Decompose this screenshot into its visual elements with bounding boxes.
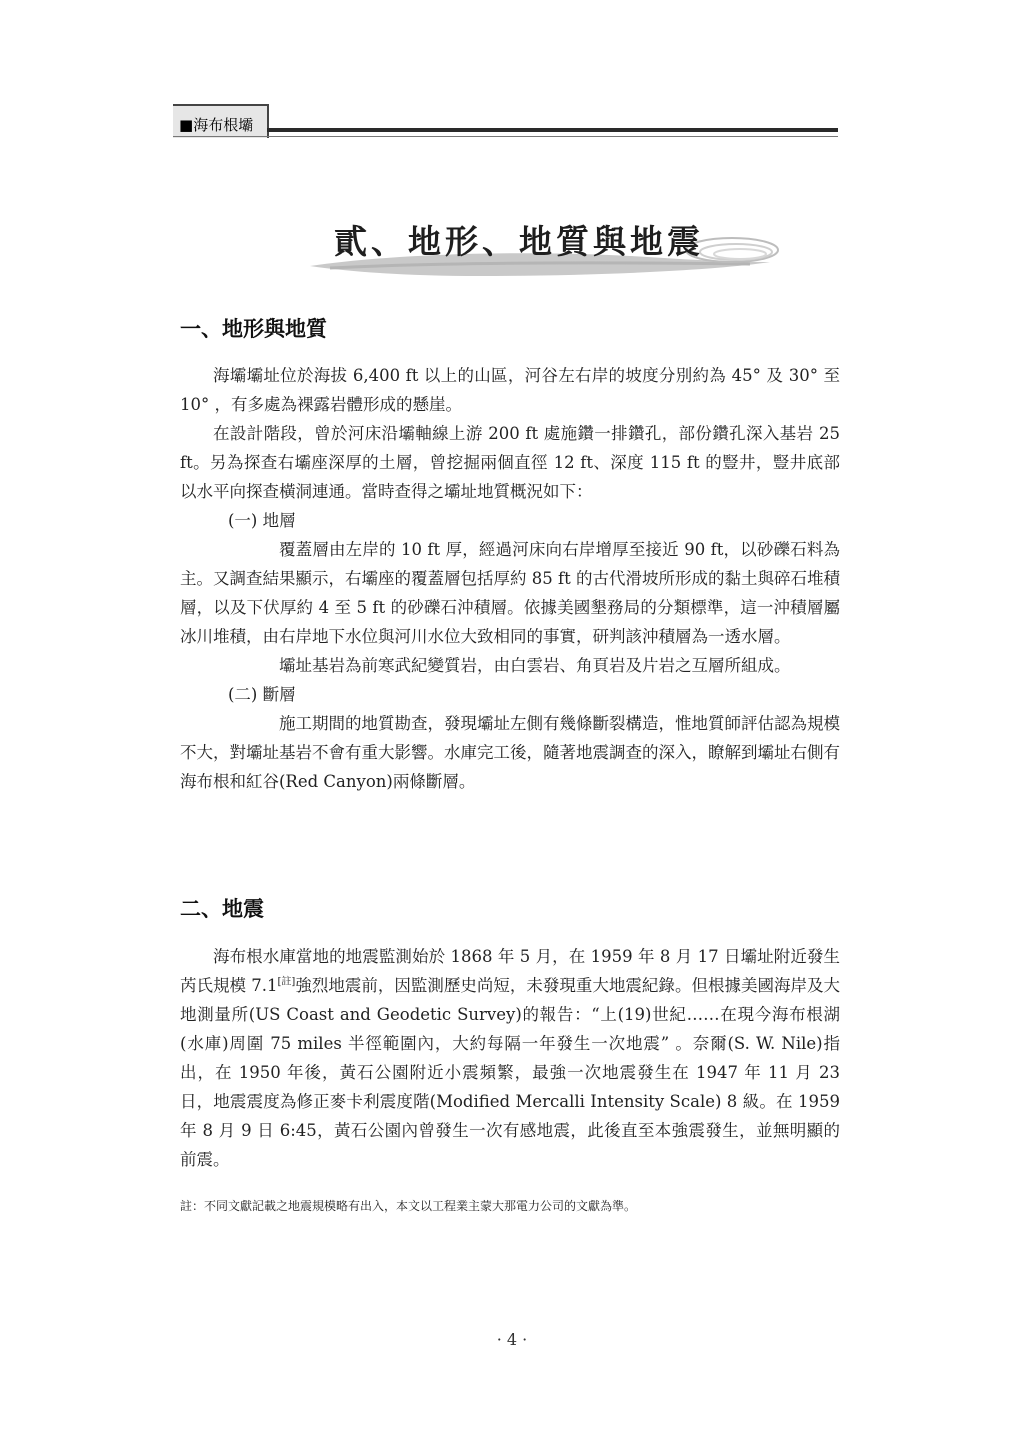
footnote: 註：不同文獻記載之地震規模略有出入，本文以工程業主蒙大那電力公司的文獻為準。 xyxy=(180,1199,637,1213)
square-bullet-icon: ■ xyxy=(179,116,194,134)
paragraph-text: 海布根水庫當地的地震監測始於 1868 年 5 月，在 1959 年 8 月 17 日壩址附近發生芮氏規模 7.1 xyxy=(180,947,840,995)
running-header xyxy=(173,104,838,140)
paragraph-text: 強烈地震前，因監測歷史尚短，未發現重大地震紀錄。但根據美國海岸及大地測量所(US Coast and Geodetic Survey)的報告：“上(19)世紀……在現今海布根湖(水庫)周圍 75 miles 半徑範圍內，大約每隔一年發生一次地震” 。奈爾(S. W. Nile)指出，在 1950 年後，黃石公園附近小震頻繁，最強一次地震發生在 1947 年 11 月 23 日，地震震度為修正麥卡利震度階(Modified Mercalli Intensity Scale) 8 級。在 1959 年 8 月 9 日 6:45，黃石公園內曾發生一次有感地震，此後直至本強震發生，並無明顯的前震。 xyxy=(180,976,840,1169)
subheading-faults: (二) 斷層 xyxy=(228,685,296,704)
section2-body xyxy=(180,942,840,1174)
running-header-title: 海布根壩 xyxy=(193,116,254,134)
section-heading-terrain-geology: 一、地形與地質 xyxy=(180,317,327,341)
paragraph: 在設計階段，曾於河床沿壩軸線上游 200 ft 處施鑽一排鑽孔，部份鑽孔深入基岩 25 ft。另為探查右壩座深厚的土層，曾挖掘兩個直徑 12 ft、深度 115 ft 的豎井，豎井底部以水平向探查橫洞連通。當時查得之壩址地質概況如下： xyxy=(180,424,840,501)
running-header-box xyxy=(173,104,269,138)
header-rule-thin xyxy=(173,136,838,137)
paragraph: 覆蓋層由左岸的 10 ft 厚，經過河床向右岸增厚至接近 90 ft，以砂礫石料為主。又調查結果顯示，右壩座的覆蓋層包括厚約 85 ft 的古代滑坡所形成的黏土與碎石堆積層，以及下伏厚約 4 至 5 ft 的砂礫石沖積層。依據美國墾務局的分類標準，這一沖積層屬冰川堆積，由右岸地下水位與河川水位大致相同的事實，研判該沖積層為一透水層。 xyxy=(180,540,840,646)
section-heading-earthquake: 二、地震 xyxy=(180,897,264,921)
paragraph: 壩址基岩為前寒武紀變質岩，由白雲岩、角頁岩及片岩之互層所組成。 xyxy=(279,656,791,675)
paragraph: 海壩壩址位於海拔 6,400 ft 以上的山區，河谷左右岸的坡度分別約為 45° 及 30° 至 10° ，有多處為裸露岩體形成的懸崖。 xyxy=(180,366,840,414)
chapter-title-block xyxy=(300,210,790,280)
subheading-strata: (一) 地層 xyxy=(228,511,296,530)
chapter-title: 貳、地形、地質與地震 xyxy=(334,222,704,261)
paragraph xyxy=(180,942,840,1174)
section1-body xyxy=(180,361,840,796)
page-number: · 4 · xyxy=(496,1330,528,1349)
footnote-marker[interactable]: [註] xyxy=(277,976,296,988)
header-rule xyxy=(267,128,838,132)
paragraph: 施工期間的地質勘查，發現壩址左側有幾條斷裂構造，惟地質師評估認為規模不大，對壩址基岩不會有重大影響。水庫完工後，隨著地震調查的深入，瞭解到壩址右側有海布根和紅谷(Red Canyon)兩條斷層。 xyxy=(180,714,840,791)
running-header-label xyxy=(179,114,253,135)
